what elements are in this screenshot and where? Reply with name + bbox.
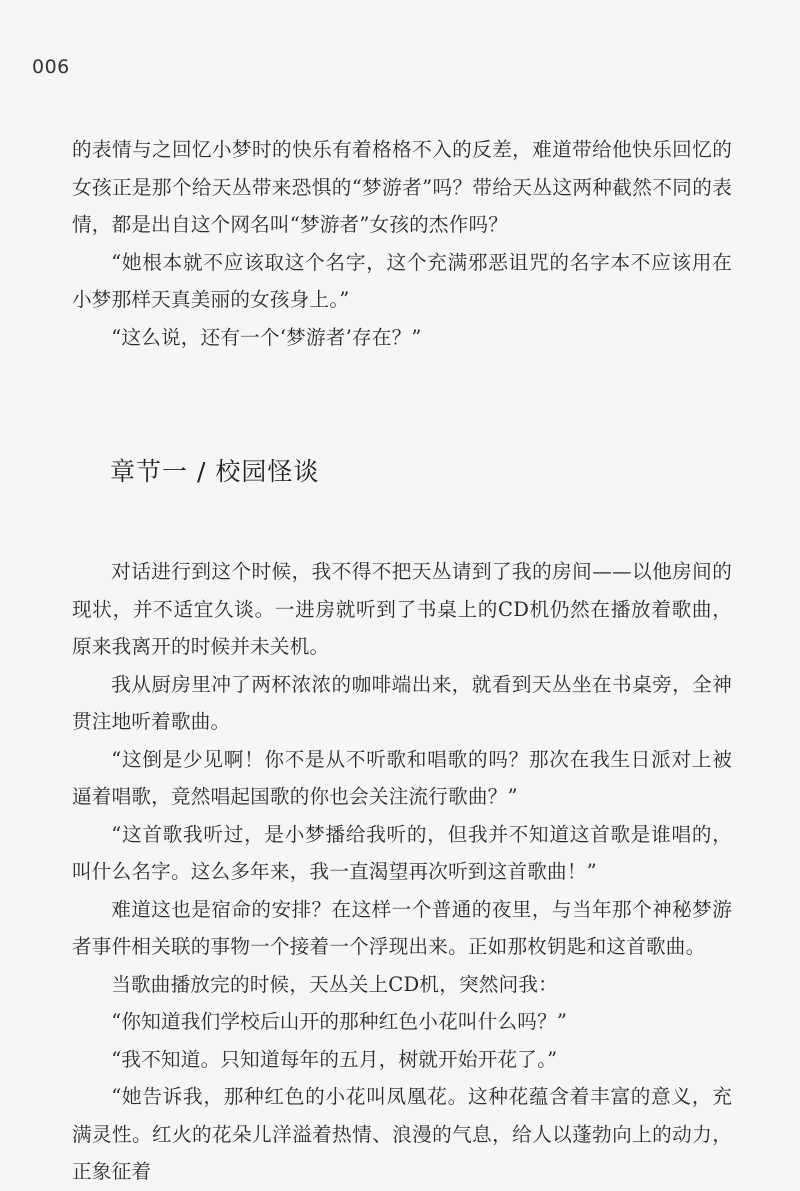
paragraph: 难道这也是宿命的安排？在这样一个普通的夜里，与当年那个神秘梦游者事件相关联的事物一个接着一个浮现出来。正如那枚钥匙和这首歌曲。 [72, 897, 732, 958]
body-text [72, 553, 732, 1191]
page-number: 006 [32, 56, 70, 78]
paragraph: “她根本就不应该取这个名字，这个充满邪恶诅咒的名字本不应该用在小梦那样天真美丽的女孩身上。” [72, 250, 732, 311]
section-heading: 章节一 / 校园怪谈 [110, 457, 320, 486]
paragraph: “这首歌我听过，是小梦播给我听的，但我并不知道这首歌是谁唱的，叫什么名字。这么多年来，我一直渴望再次听到这首歌曲！” [72, 822, 732, 883]
paragraph: “你知道我们学校后山开的那种红色小花叫什么吗？” [111, 1010, 568, 1033]
paragraph: “我不知道。只知道每年的五月，树就开始开花了。” [111, 1047, 558, 1071]
paragraph: 我从厨房里冲了两杯浓浓的咖啡端出来，就看到天丛坐在书桌旁，全神贯注地听着歌曲。 [72, 672, 732, 733]
paragraph: “这倒是少见啊！你不是从不听歌和唱歌的吗？那次在我生日派对上被逼着唱歌，竟然唱起国歌的你也会关注流行歌曲？” [72, 747, 732, 808]
paragraph: 对话进行到这个时候，我不得不把天丛请到了我的房间——以他房间的现状，并不适宜久谈。一进房就听到了书桌上的CD机仍然在播放着歌曲，原来我离开的时候并未关机。 [72, 560, 732, 658]
paragraph: “这么说，还有一个‘梦游者’存在？” [111, 325, 422, 349]
paragraph: 的表情与之回忆小梦时的快乐有着格格不入的反差，难道带给他快乐回忆的女孩正是那个给天丛带来恐惧的“梦游者”吗？带给天丛这两种截然不同的表情，都是出自这个网名叫“梦游者”女孩的杰作吗？ [72, 138, 732, 236]
paragraph: “她告诉我，那种红色的小花叫凤凰花。这种花蕴含着丰富的意义，充满灵性。红火的花朵儿洋溢着热情、浪漫的气息，给人以蓬勃向上的动力，正象征着 [72, 1085, 732, 1183]
intro-text [72, 131, 732, 356]
paragraph: 当歌曲播放完的时候，天丛关上CD机，突然问我： [111, 972, 558, 996]
